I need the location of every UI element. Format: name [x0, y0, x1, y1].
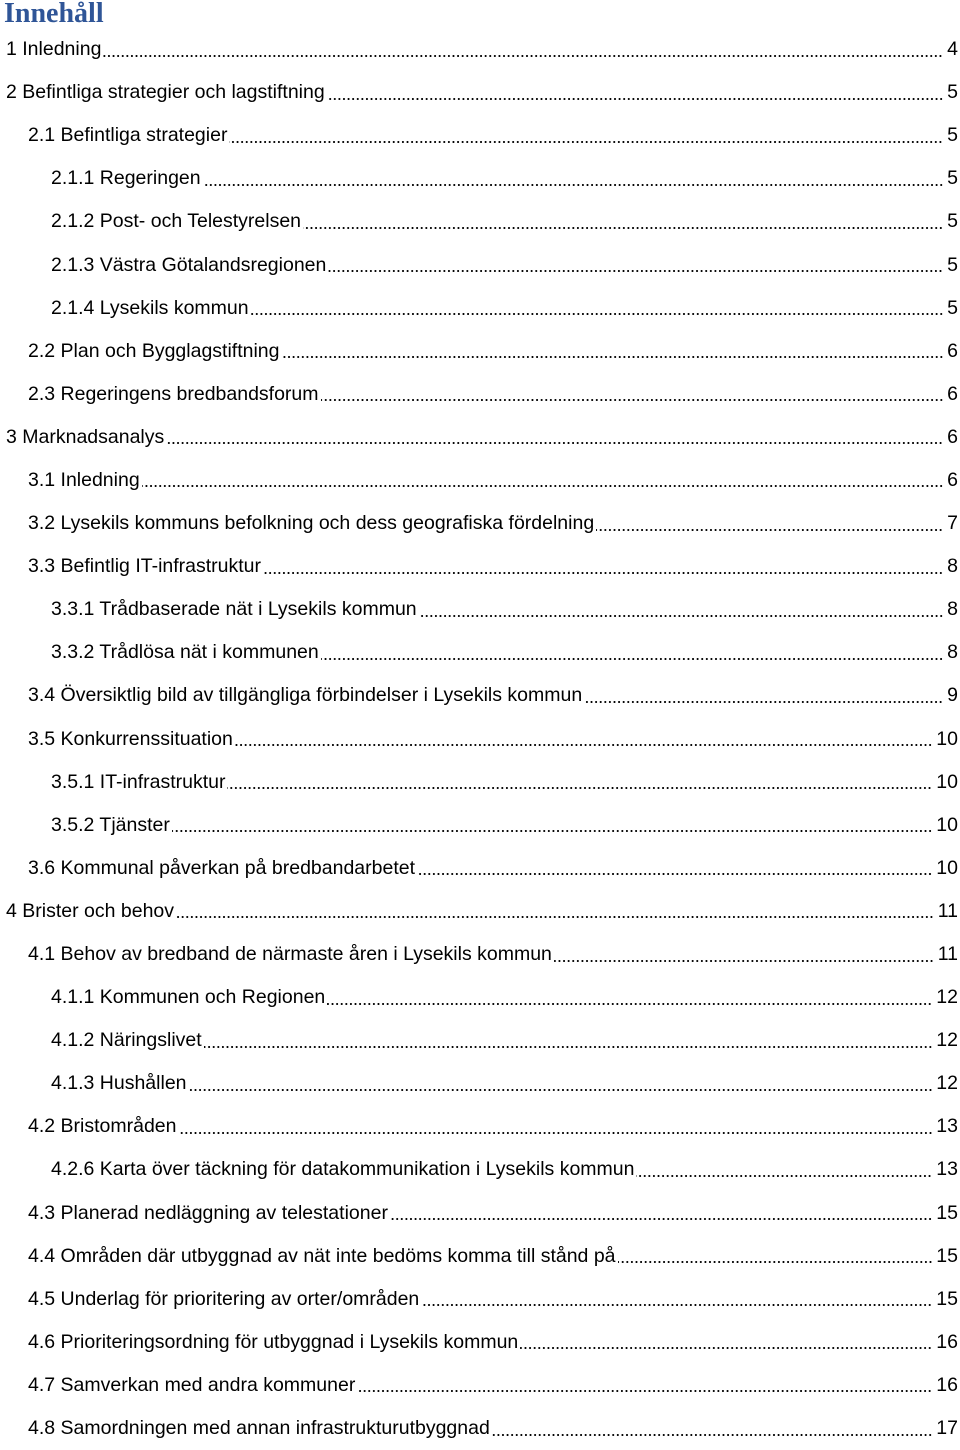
toc-entry-page-number: 5 [947, 210, 958, 233]
toc-entry-label: 4.6 Prioriteringsordning för utbyggnad i Lysekils kommun [28, 1330, 519, 1353]
toc-entry-label: 3.5.1 IT-infrastruktur [51, 770, 226, 793]
toc-entry-page-number: 5 [947, 124, 958, 147]
dot-leader [229, 139, 943, 145]
toc-entry[interactable] [0, 674, 960, 717]
dot-leader [282, 354, 944, 360]
toc-entry-page-number: 6 [947, 468, 958, 491]
toc-entry-page-number: 12 [936, 986, 958, 1009]
toc-entry-page-number: 12 [936, 1029, 958, 1052]
toc-entry[interactable] [0, 1192, 960, 1235]
toc-entry-page-number: 8 [947, 555, 958, 578]
dot-leader [176, 914, 934, 920]
toc-entry-label: 3.5 Konkurrenssituation [28, 727, 233, 750]
toc-entry-page-number: 10 [936, 727, 958, 750]
toc-entry[interactable] [0, 1062, 960, 1105]
toc-entry-label: 2.3 Regeringens bredbandsforum [28, 382, 319, 405]
dot-leader [179, 1130, 933, 1136]
dot-leader [321, 656, 943, 662]
dot-leader [520, 1345, 932, 1351]
toc-entry-label: 2.2 Plan och Bygglagstiftning [28, 339, 280, 362]
toc-entry-label: 3.1 Inledning [28, 468, 140, 491]
toc-entry-label: 3.5.2 Tjänster [51, 813, 170, 836]
toc-entry[interactable] [0, 330, 960, 373]
toc-entry[interactable] [0, 502, 960, 545]
toc-entry-page-number: 13 [936, 1115, 958, 1138]
toc-entry-page-number: 17 [936, 1417, 958, 1440]
toc-entry[interactable] [0, 804, 960, 847]
dot-leader [328, 268, 943, 274]
toc-entry[interactable] [0, 1235, 960, 1278]
toc-entry-label: 4.1.2 Näringslivet [51, 1029, 202, 1052]
toc-entry-page-number: 11 [937, 899, 958, 922]
toc-entry[interactable] [0, 933, 960, 976]
toc-entry[interactable] [0, 588, 960, 631]
dot-leader [584, 699, 943, 705]
toc-entry-page-number: 4 [947, 38, 958, 61]
dot-leader [166, 440, 943, 446]
dot-leader [357, 1388, 932, 1394]
toc-entry[interactable] [0, 1148, 960, 1191]
toc-entry-page-number: 16 [936, 1330, 958, 1353]
toc-entry-page-number: 6 [947, 425, 958, 448]
dot-leader [227, 785, 932, 791]
toc-entry-page-number: 8 [947, 598, 958, 621]
toc-entry-page-number: 5 [947, 253, 958, 276]
toc-entry-label: 3.3.2 Trådlösa nät i kommunen [51, 641, 319, 664]
toc-entry[interactable] [0, 545, 960, 588]
toc-list [0, 28, 960, 1450]
toc-entry-label: 4.3 Planerad nedläggning av telestationer [28, 1201, 388, 1224]
toc-entry-label: 3.3 Befintlig IT-infrastruktur [28, 555, 262, 578]
toc-entry-page-number: 9 [947, 684, 958, 707]
dot-leader [203, 182, 944, 188]
toc-entry-label: 3.4 Översiktlig bild av tillgängliga förbindelser i Lysekils kommun [28, 684, 583, 707]
dot-leader [327, 1001, 932, 1007]
toc-entry-page-number: 6 [947, 382, 958, 405]
toc-entry-label: 2.1 Befintliga strategier [28, 124, 228, 147]
dot-leader [421, 1302, 932, 1308]
toc-entry-label: 2.1.4 Lysekils kommun [51, 296, 249, 319]
toc-entry-label: 4.7 Samverkan med andra kommuner [28, 1373, 356, 1396]
toc-entry[interactable] [0, 1407, 960, 1450]
dot-leader [103, 53, 943, 59]
toc-entry-page-number: 8 [947, 641, 958, 664]
toc-entry-page-number: 15 [936, 1287, 958, 1310]
toc-entry-page-number: 5 [947, 81, 958, 104]
dot-leader [251, 311, 944, 317]
toc-entry[interactable] [0, 1364, 960, 1407]
toc-entry[interactable] [0, 243, 960, 286]
dot-leader [327, 96, 943, 102]
toc-entry[interactable] [0, 373, 960, 416]
toc-entry[interactable] [0, 1019, 960, 1062]
toc-entry-label: 4.4 Områden där utbyggnad av nät inte bedöms komma till stånd på [28, 1244, 616, 1267]
toc-entry[interactable] [0, 114, 960, 157]
toc-entry-label: 3.6 Kommunal påverkan på bredbandarbetet [28, 856, 416, 879]
toc-entry-label: 4.1 Behov av bredband de närmaste åren i Lysekils kommun [28, 943, 552, 966]
toc-entry[interactable] [0, 847, 960, 890]
toc-entry-label: 1 Inledning [6, 38, 102, 61]
dot-leader [419, 613, 944, 619]
dot-leader [390, 1216, 932, 1222]
toc-entry-label: 4.1.3 Hushållen [51, 1072, 187, 1095]
dot-leader [303, 225, 943, 231]
toc-entry-page-number: 10 [936, 770, 958, 793]
toc-entry-page-number: 5 [947, 167, 958, 190]
toc-entry-label: 4.2.6 Karta över täckning för datakommunikation i Lysekils kommun [51, 1158, 635, 1181]
toc-entry[interactable] [0, 631, 960, 674]
toc-entry-page-number: 13 [936, 1158, 958, 1181]
dot-leader [321, 397, 944, 403]
dot-leader [492, 1432, 932, 1438]
toc-entry[interactable] [0, 200, 960, 243]
toc-entry-page-number: 11 [937, 943, 958, 966]
toc-entry-page-number: 10 [936, 856, 958, 879]
toc-entry-label: 2.1.1 Regeringen [51, 167, 201, 190]
toc-entry-label: 3.2 Lysekils kommuns befolkning och dess geografiska fördelning [28, 512, 595, 535]
toc-entry-page-number: 15 [936, 1201, 958, 1224]
dot-leader [618, 1259, 933, 1265]
dot-leader [417, 871, 932, 877]
toc-entry[interactable] [0, 459, 960, 502]
toc-title: Innehåll [4, 0, 104, 29]
toc-entry-label: 4.2 Bristområden [28, 1115, 177, 1138]
toc-entry-label: 2.1.3 Västra Götalandsregionen [51, 253, 327, 276]
toc-entry[interactable] [0, 287, 960, 330]
toc-entry-label: 2 Befintliga strategier och lagstiftning [6, 81, 325, 104]
toc-entry-label: 4.8 Samordningen med annan infrastrukturutbyggnad [28, 1417, 490, 1440]
toc-entry[interactable] [0, 976, 960, 1019]
dot-leader [172, 828, 932, 834]
toc-entry[interactable] [0, 1278, 960, 1321]
toc-entry[interactable] [0, 71, 960, 114]
toc-entry-label: 3.3.1 Trådbaserade nät i Lysekils kommun [51, 598, 417, 621]
toc-entry-page-number: 15 [936, 1244, 958, 1267]
toc-entry[interactable] [0, 28, 960, 71]
dot-leader [554, 958, 934, 964]
toc-entry[interactable] [0, 890, 960, 933]
toc-entry-label: 4.5 Underlag för prioritering av orter/områden [28, 1287, 420, 1310]
toc-entry[interactable] [0, 157, 960, 200]
toc-entry-page-number: 6 [947, 339, 958, 362]
dot-leader [189, 1087, 933, 1093]
toc-entry[interactable] [0, 416, 960, 459]
toc-entry-page-number: 5 [947, 296, 958, 319]
dot-leader [204, 1044, 933, 1050]
toc-entry-label: 3 Marknadsanalys [6, 425, 165, 448]
dot-leader [263, 570, 943, 576]
toc-entry[interactable] [0, 1105, 960, 1148]
toc-entry[interactable] [0, 761, 960, 804]
toc-entry-page-number: 10 [936, 813, 958, 836]
toc-entry-page-number: 7 [947, 512, 958, 535]
dot-leader [596, 527, 943, 533]
dot-leader [636, 1173, 932, 1179]
toc-entry-page-number: 16 [936, 1373, 958, 1396]
toc-entry[interactable] [0, 1321, 960, 1364]
dot-leader [235, 742, 932, 748]
toc-entry-label: 4 Brister och behov [6, 899, 175, 922]
toc-entry-label: 2.1.2 Post- och Telestyrelsen [51, 210, 302, 233]
toc-entry-label: 4.1.1 Kommunen och Regionen [51, 986, 326, 1009]
toc-entry-page-number: 12 [936, 1072, 958, 1095]
dot-leader [142, 483, 943, 489]
toc-entry[interactable] [0, 718, 960, 761]
